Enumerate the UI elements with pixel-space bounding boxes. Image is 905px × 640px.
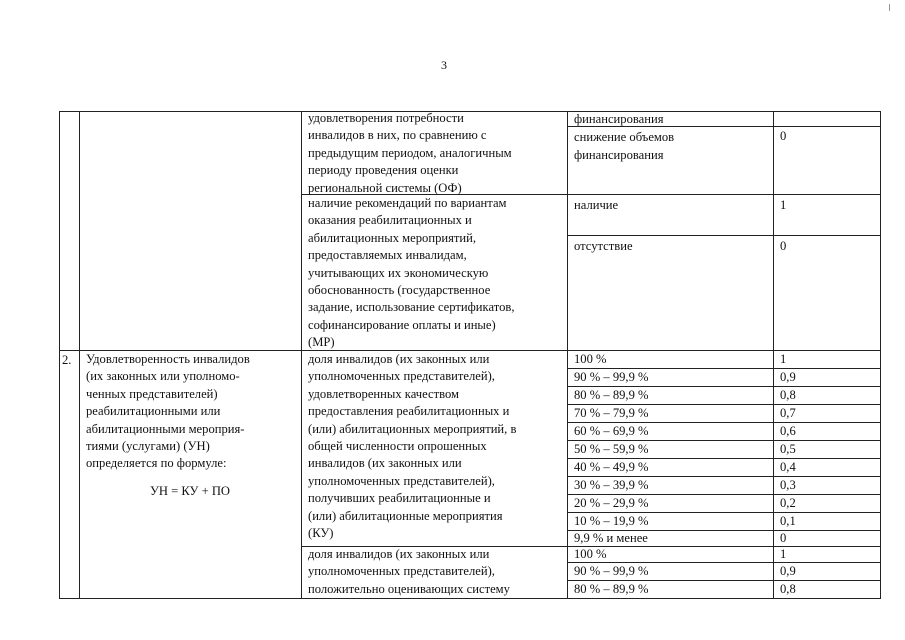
score-value: 1 [780, 198, 787, 212]
range-label: 70 % – 79,9 % [574, 406, 649, 420]
score-value: 0 [780, 239, 787, 253]
range-label: 50 % – 59,9 % [574, 442, 649, 456]
range-label: 80 % – 89,9 % [574, 388, 649, 402]
option-label: снижение объемов финансирования [574, 130, 675, 162]
range-label: 100 % [574, 352, 607, 366]
range-label: 90 % – 99,9 % [574, 564, 649, 578]
score-value: 0,8 [780, 582, 796, 596]
column-divider-criterion [567, 111, 568, 599]
range-label: 100 % [574, 547, 607, 561]
score-value: 0,1 [780, 514, 796, 528]
column-divider-indicator [301, 111, 302, 599]
row-divider [567, 235, 881, 236]
score-value: 0,5 [780, 442, 796, 456]
range-label: 80 % – 89,9 % [574, 582, 649, 596]
indicator-text: Удовлетворенность инвалидов (их законных или уполномо- ченных представителей) реабилитационными или абилитационными мероприя- тиями (услугами) (УН) определяется по формуле: [86, 352, 250, 471]
range-label: 90 % – 99,9 % [574, 370, 649, 384]
range-label: 40 % – 49,9 % [574, 460, 649, 474]
score-value: 0,8 [780, 388, 796, 402]
column-divider-range [773, 111, 774, 599]
score-value: 0,4 [780, 460, 796, 474]
range-label: 30 % – 39,9 % [574, 478, 649, 492]
table-border-left [59, 111, 60, 599]
score-value: 0,9 [780, 564, 796, 578]
column-divider-number [79, 111, 80, 599]
range-label: 9,9 % и менее [574, 531, 648, 545]
range-label: 10 % – 19,9 % [574, 514, 649, 528]
score-value: 0,6 [780, 424, 796, 438]
score-value: 0 [780, 531, 787, 545]
score-value: 1 [780, 352, 787, 366]
option-label: наличие [574, 198, 619, 212]
table-border-right [880, 111, 881, 599]
page-number: 3 [441, 58, 447, 72]
formula: УН = КУ + ПО [149, 484, 231, 498]
score-value: 0,2 [780, 496, 796, 510]
score-value: 0 [780, 129, 787, 143]
criterion-text: наличие рекомендаций по вариантам оказания реабилитационных и абилитационных мероприятий, предоставляемых инвалидам, учитывающих их экономическую обоснованность (государственное задание, использование сертификатов, софинансирование оплаты и иные) (МР) [308, 196, 515, 350]
score-value: 0,7 [780, 406, 796, 420]
criterion-text: доля инвалидов (их законных или уполномоченных представителей), положительно оценивающих систему [308, 547, 510, 596]
range-label: 20 % – 29,9 % [574, 496, 649, 510]
row-number: 2. [62, 353, 72, 367]
score-value: 1 [780, 547, 787, 561]
criterion-text: доля инвалидов (их законных или уполномоченных представителей), удовлетворенных качеством предоставления реабилитационных и (или) абилитационных мероприятий, в общей численности опрошенных инвалидов (их законных или уполномоченных представителей), получивших реабилитационные и (или) абилитационные мероприятия (КУ) [308, 352, 517, 541]
option-label: отсутствие [574, 239, 633, 253]
score-value: 0,9 [780, 370, 796, 384]
range-label: 60 % – 69,9 % [574, 424, 649, 438]
criterion-text: удовлетворения потребности инвалидов в них, по сравнению с предыдущим периодом, аналогичным периоду проведения оценки региональной системы (ОФ) [308, 111, 512, 195]
score-value: 0,3 [780, 478, 796, 492]
option-label: финансирования [574, 112, 664, 126]
criteria-table [59, 111, 881, 599]
scan-edge-mark [889, 4, 890, 11]
